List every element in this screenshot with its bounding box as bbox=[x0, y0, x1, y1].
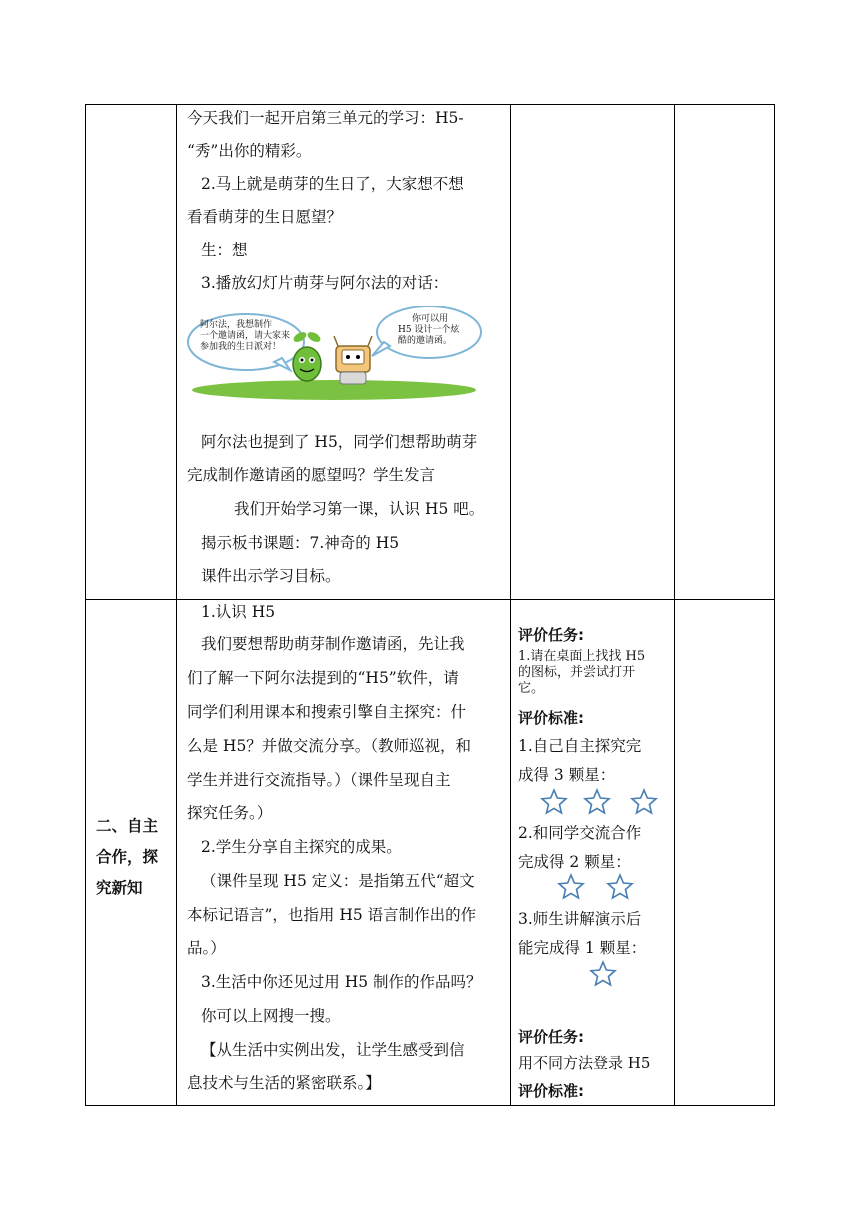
bubble-line: 阿尔法，我想制作 bbox=[200, 320, 273, 330]
eval-task-line: 用不同方法登录 H5 bbox=[518, 1054, 651, 1072]
eval-standard-line: 能完成得 1 颗星： bbox=[518, 939, 647, 957]
paragraph-line: 2.马上就是萌芽的生日了，大家想不想 bbox=[201, 175, 464, 193]
table-col-divider-3 bbox=[674, 104, 675, 1106]
paragraph-line: 完成制作邀请函的愿望吗？学生发言 bbox=[187, 466, 436, 484]
eval-standard-line: 完成得 2 颗星： bbox=[518, 853, 631, 871]
paragraph-line: 学生并进行交流指导。）（课件呈现自主 bbox=[187, 771, 451, 789]
eval-task-line: 的图标，并尝试打开 bbox=[518, 665, 636, 680]
eval-standard-line: 1.自己自主探究完 bbox=[518, 737, 642, 755]
paragraph-line: 探究任务。） bbox=[187, 804, 273, 822]
paragraph-line: 品。） bbox=[187, 939, 226, 957]
eval-standard-line: 3.师生讲解演示后 bbox=[518, 910, 642, 928]
paragraph-line: 本标记语言”，也指用 H5 语言制作出的作 bbox=[187, 906, 477, 924]
eval-task-line: 它。 bbox=[518, 681, 545, 696]
paragraph-line: 我们要想帮助萌芽制作邀请函，先让我 bbox=[201, 635, 465, 653]
paragraph-line: 息技术与生活的紧密联系。】 bbox=[187, 1074, 381, 1092]
table-col-divider-2 bbox=[510, 104, 511, 1106]
paragraph-line: 1.认识 H5 bbox=[201, 603, 276, 621]
section-label-line: 究新知 bbox=[96, 879, 143, 897]
paragraph-line: 么是 H5？并做交流分享。（教师巡视，和 bbox=[187, 737, 472, 755]
section-label-line: 二、自主 bbox=[96, 817, 159, 835]
paragraph-line: 同学们利用课本和搜索引擎自主探究：什 bbox=[187, 703, 467, 721]
paragraph-line: 【从生活中实例出发，让学生感受到信 bbox=[201, 1041, 465, 1059]
star-icon bbox=[557, 873, 585, 901]
paragraph-line: 3.生活中你还见过用 H5 制作的作品吗？ bbox=[201, 973, 482, 991]
eval-task-line: 1.请在桌面上找找 H5 bbox=[518, 649, 646, 664]
paragraph-line: 2.学生分享自主探究的成果。 bbox=[201, 838, 402, 856]
table-border-left bbox=[85, 104, 86, 1106]
paragraph-line: 我们开始学习第一课，认识 H5 吧。 bbox=[234, 500, 485, 518]
paragraph-line: 课件出示学习目标。 bbox=[201, 567, 341, 585]
paragraph-line: 生：想 bbox=[201, 241, 248, 259]
paragraph-line: 阿尔法也提到了 H5，同学们想帮助萌芽 bbox=[201, 433, 478, 451]
table-border-top bbox=[85, 104, 775, 105]
star-icon bbox=[540, 788, 568, 816]
bubble-line: 你可以用 bbox=[412, 314, 449, 324]
eval-standard-title: 评价标准: bbox=[518, 709, 584, 727]
bubble-line: H5 设计一个炫 bbox=[398, 325, 460, 335]
bubble-line: 酷的邀请函。 bbox=[398, 336, 453, 346]
paragraph-line: 看看萌芽的生日愿望？ bbox=[187, 208, 343, 226]
paragraph-line: “秀”出你的精彩。 bbox=[187, 142, 312, 160]
bubble-line: 一个邀请函，请大家来 bbox=[200, 331, 291, 341]
bubble-text-right bbox=[398, 314, 459, 347]
eval-task-title: 评价任务: bbox=[518, 1028, 584, 1046]
section-label-line: 合作，探 bbox=[96, 848, 159, 866]
eval-standard-line: 2.和同学交流合作 bbox=[518, 824, 642, 842]
paragraph-line: 们了解一下阿尔法提到的“H5”软件，请 bbox=[187, 669, 459, 687]
paragraph-line: （课件呈现 H5 定义：是指第五代“超文 bbox=[201, 872, 475, 890]
eval-standard-line: 成得 3 颗星： bbox=[518, 766, 616, 784]
table-row-divider bbox=[85, 599, 775, 600]
star-icon bbox=[589, 960, 617, 988]
eval-task-title: 评价任务: bbox=[518, 626, 584, 644]
paragraph-line: 3.播放幻灯片萌芽与阿尔法的对话： bbox=[201, 274, 449, 292]
paragraph-line: 你可以上网搜一搜。 bbox=[201, 1007, 341, 1025]
table-border-bottom bbox=[85, 1105, 775, 1106]
table-border-right bbox=[774, 104, 775, 1106]
star-icon bbox=[606, 873, 634, 901]
bubble-line: 参加我的生日派对！ bbox=[200, 342, 282, 352]
dialogue-illustration bbox=[186, 306, 482, 400]
paragraph-line: 揭示板书课题：7.神奇的 H5 bbox=[201, 534, 400, 552]
paragraph-line: 今天我们一起开启第三单元的学习：H5- bbox=[187, 109, 464, 127]
bubble-text-left bbox=[200, 320, 290, 353]
star-icon bbox=[630, 788, 658, 816]
eval-standard-title: 评价标准: bbox=[518, 1082, 584, 1100]
star-icon bbox=[583, 788, 611, 816]
table-col-divider-1 bbox=[176, 104, 177, 1106]
